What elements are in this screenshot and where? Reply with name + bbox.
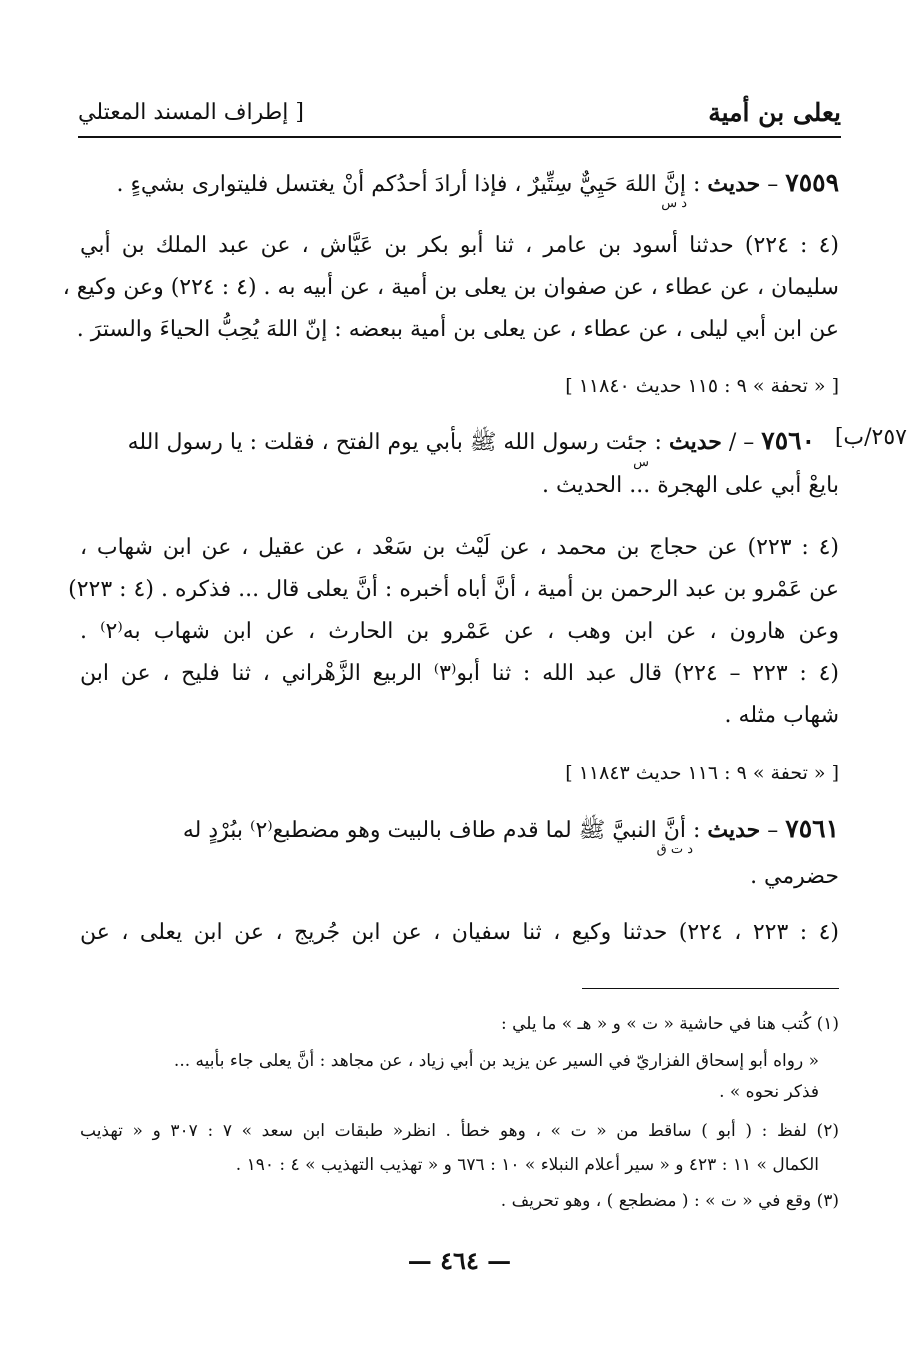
folio-slash: / [728,430,737,455]
hadith-number: ٧٥٦٠ [761,426,815,455]
hadith-7561-matn [80,812,839,848]
hadith-text: : أنَّ النبيَّ ﷺ لما قدم طاف بالبيت وهو مضطبع⁽٢⁾ ببُرْدٍ له [182,818,701,843]
hadith-word: حديث [707,817,761,843]
isnad-line: سليمان ، عن عطاء ، عن صفوان بن يعلى بن أمية ، عن أبيه به . (٤ : ٢٢٤) وعن وكيع ، [62,275,839,300]
sigla: س [633,455,649,470]
hadith-word: حديث [707,171,761,197]
dash: – [767,818,779,843]
running-header [78,92,841,132]
dash: – [743,430,755,455]
page-number: — ٤٦٤ — [407,1246,512,1275]
footnote: (٣) وقع في « ت » : ( مضطجع ) ، وهو تحريف . [500,1191,839,1211]
hadith-7559-matn [80,166,839,202]
footnote: (٢) لفظ : ( أبو ) ساقط من « ت » ، وهو خطأ . انظر« طبقات ابن سعد » ٧ : ٣٠٧ و « تهذيب [80,1121,839,1141]
isnad-line: عن ابن أبي ليلى ، عن عطاء ، عن يعلى بن أمية ببعضه : إنّ اللهَ يُحِبُّ الحياءَ والسترَ . [76,317,839,342]
isnad-line: شهاب مثله . [724,703,839,728]
header-rule [78,136,841,138]
hadith-text: : جئت رسول الله ﷺ بأبي يوم الفتح ، فقلت : يا رسول الله [127,430,662,455]
hadith-7560-matn [80,424,815,460]
sigla: د ت ق [656,842,693,857]
hadith-text: : إنَّ اللهَ حَيِيٌّ سِتِّيرٌ ، فإذا أرادَ أحدُكم أنْ يغتسل فليتوارى بشيءٍ . [116,172,701,197]
margin-folio: ٢٥٧/ب] [834,425,907,450]
hadith-word: حديث [668,429,722,455]
isnad-line: (٤ : ٢٢٣ – ٢٢٤) قال عبد الله : ثنا أبو⁽٣⁾ الربيع الزَّهْراني ، ثنا فليح ، عن ابن [80,661,839,686]
book-title: [ إطراف المسند المعتلي [78,100,304,125]
tuhfa-reference: [ « تحفة » ٩ : ١١٥ حديث ١١٨٤٠ ] [565,375,839,397]
hadith-number: ٧٥٥٩ [785,168,839,197]
isnad-line: وعن هارون ، عن ابن وهب ، عن عَمْرو بن الحارث ، عن ابن شهاب به⁽٢⁾ . [80,619,840,644]
chapter-title: يعلى بن أمية [708,98,841,127]
isnad-line: (٤ : ٢٢٣) عن حجاج بن محمد ، عن لَيْث بن سَعْد ، عن عقيل ، عن ابن شهاب ، [80,535,839,560]
footnote-rule [582,988,839,989]
isnad-line: عن عَمْرو بن عبد الرحمن بن أمية ، أنَّ أباه أخبره : أنَّ يعلى قال ... فذكره . (٤ : ٢٢٣) [68,577,839,602]
hadith-text-line: حضرمي . [750,864,839,889]
dash: – [767,172,779,197]
footnote: « رواه أبو إسحاق الفزاريّ في السير عن يزيد بن أبي زياد ، عن مجاهد : أنَّ يعلى جاء بأبيه ... [173,1051,819,1071]
footnote: الكمال » ١١ : ٤٢٣ و « سير أعلام النبلاء » ١٠ : ٦٧٦ و « تهذيب التهذيب » ٤ : ١٩٠ . [235,1155,819,1175]
sigla: د س [661,196,687,211]
isnad-line: (٤ : ٢٢٣ ، ٢٢٤) حدثنا وكيع ، ثنا سفيان ، عن ابن جُريج ، عن ابن يعلى ، عن [80,920,840,945]
footnote: (١) كُتب هنا في حاشية « ت » و « هـ » ما يلي : [500,1014,839,1034]
footnote: فذكر نحوه » . [719,1082,819,1102]
tuhfa-reference: [ « تحفة » ٩ : ١١٦ حديث ١١٨٤٣ ] [565,762,839,784]
hadith-number: ٧٥٦١ [785,814,839,843]
hadith-text-line: بايعْ أبي على الهجرة ... الحديث . [541,473,839,498]
isnad-line: (٤ : ٢٢٤) حدثنا أسود بن عامر ، ثنا أبو بكر بن عَيَّاش ، عن عبد الملك بن أبي [80,233,839,258]
